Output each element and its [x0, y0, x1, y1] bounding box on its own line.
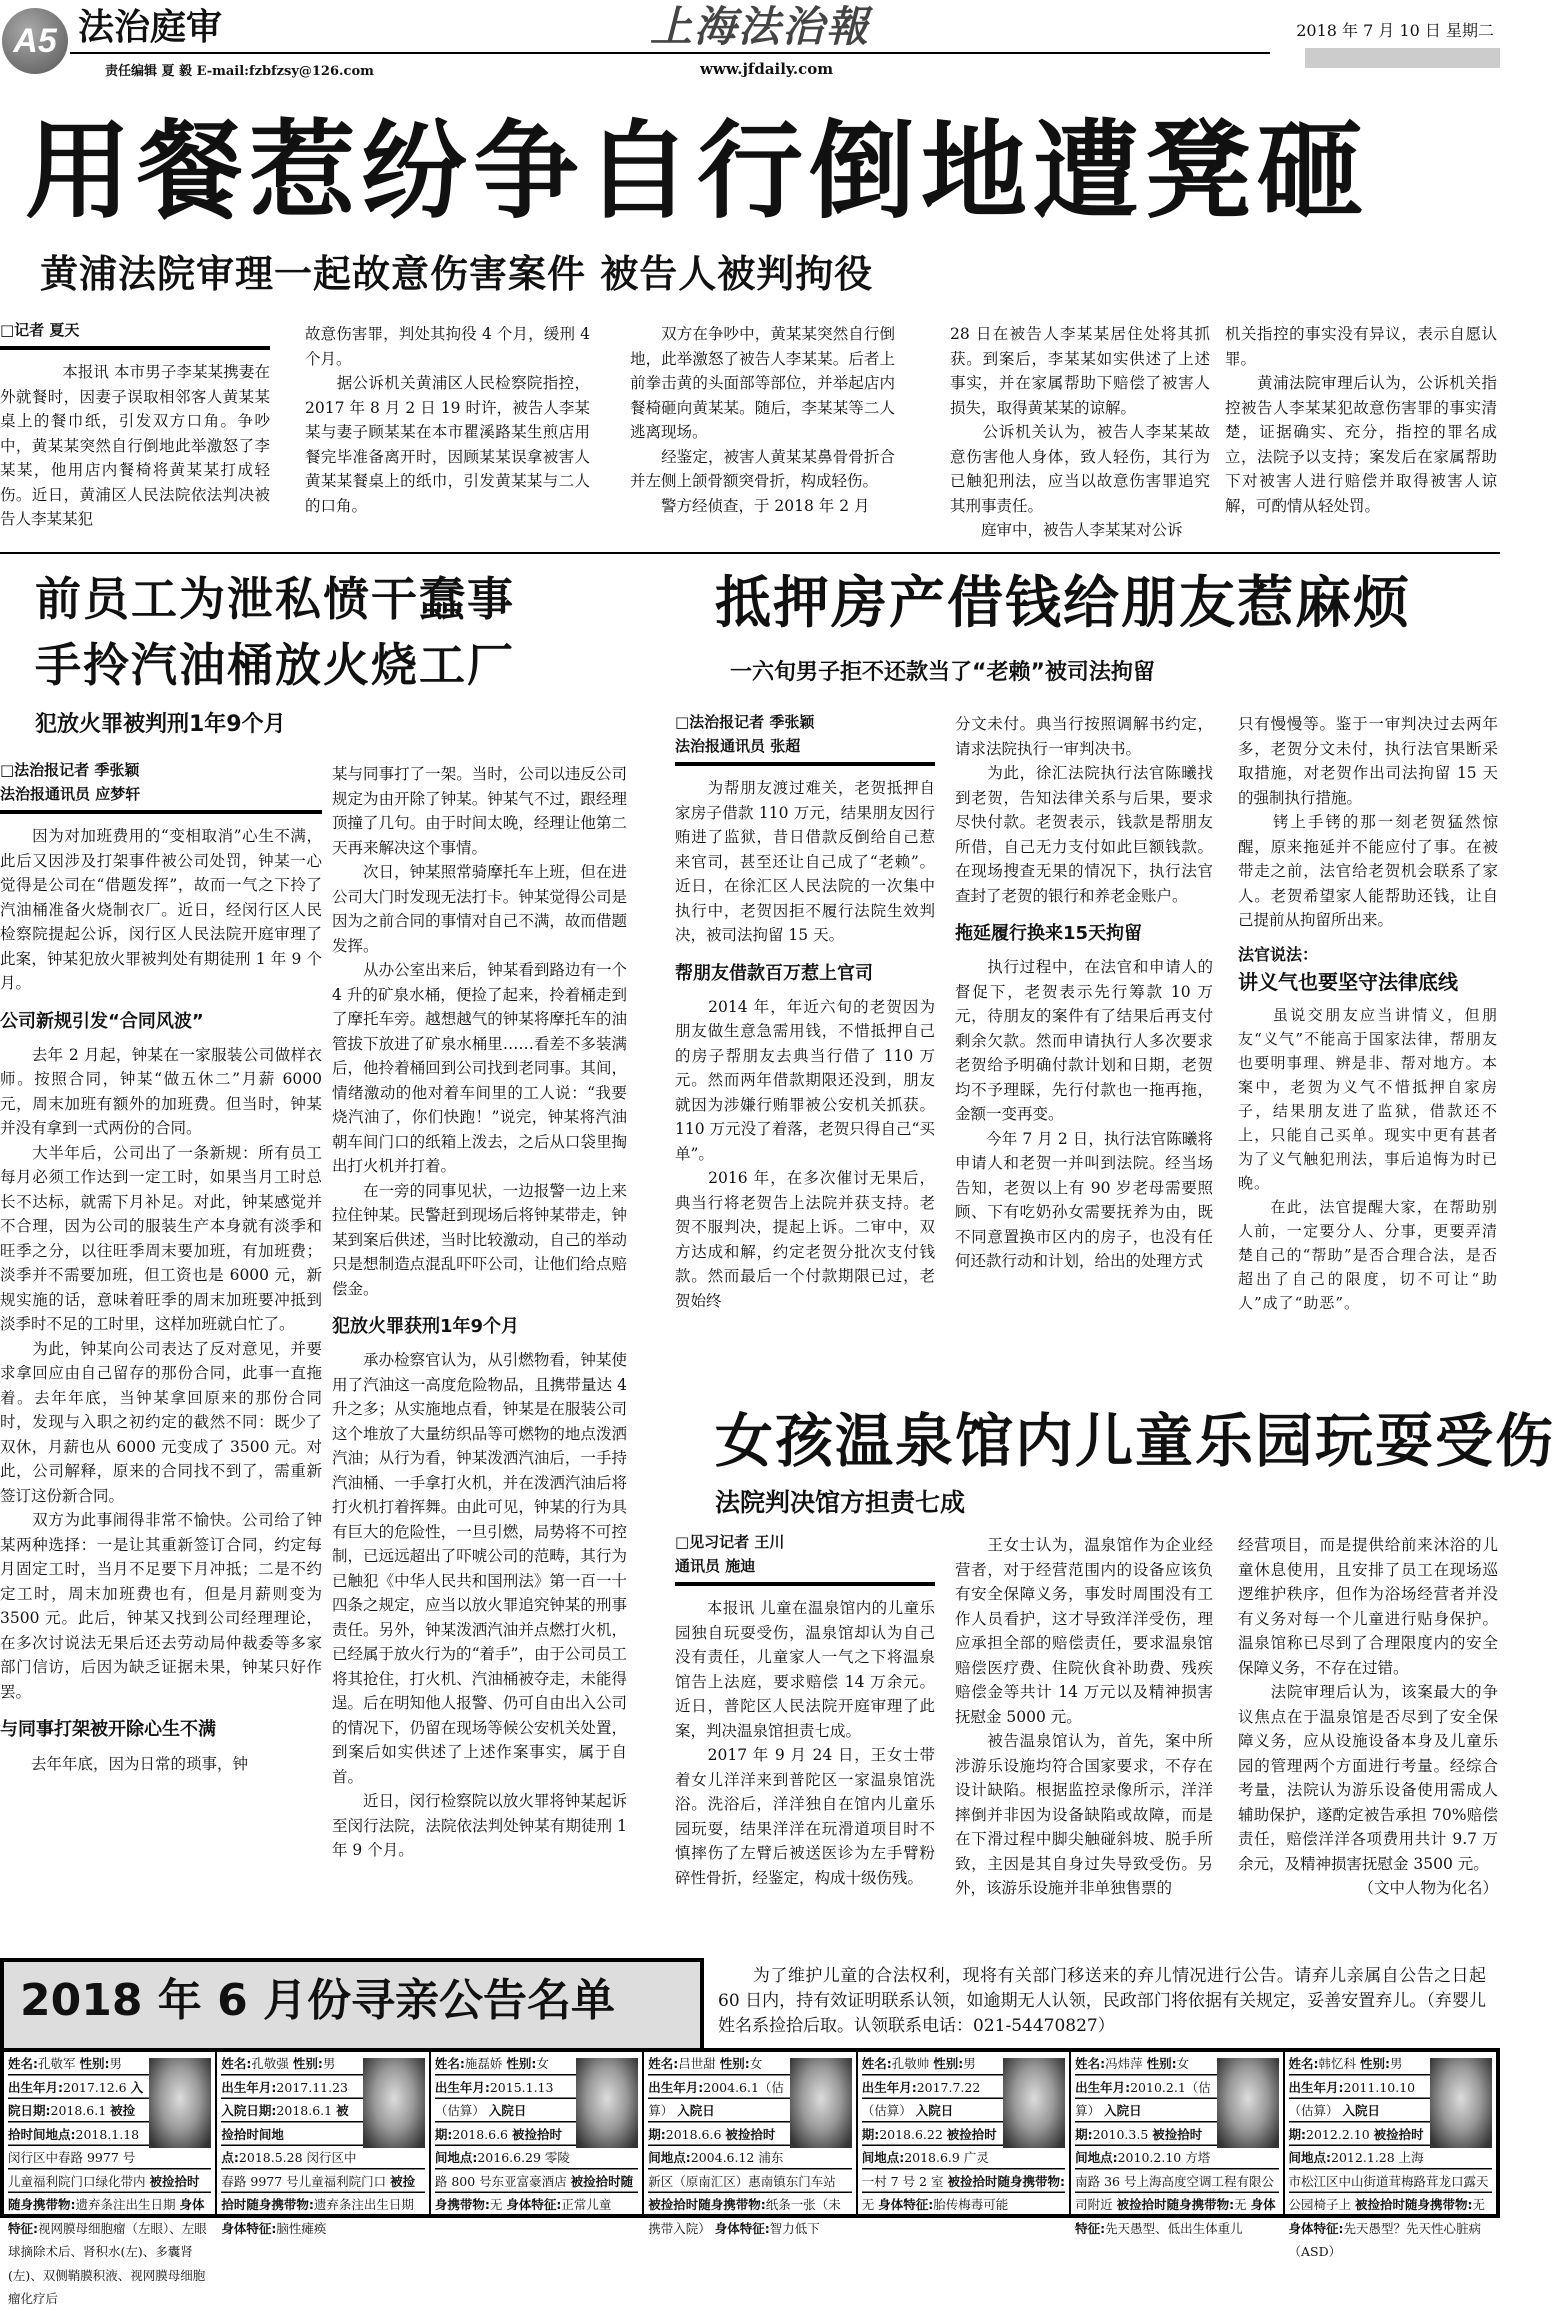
value-items: 纸条一张（未携带入院）	[648, 2197, 841, 2236]
label-birth: 出生年月:	[1075, 2079, 1131, 2095]
child-photo	[1430, 2058, 1492, 2148]
reporter: □法治报记者 季张颖	[675, 713, 815, 731]
child-card	[431, 2052, 644, 2214]
value-items: 无	[1234, 2197, 1247, 2212]
value-items: 遗弃条注出生日期	[313, 2197, 414, 2212]
label-name: 姓名:	[434, 2056, 465, 2071]
label-found: 被捡拾时间地点:	[648, 2126, 776, 2165]
byline	[675, 710, 935, 766]
article1-col-2	[305, 322, 590, 518]
article3-title: 抵押房产借钱给朋友惹麻烦	[715, 571, 1411, 636]
website-link[interactable]: www.jfdaily.com	[700, 60, 834, 78]
paragraph: 铐上手铐的那一刻老贺猛然惊醒，原来拖延并不能应付了事。在被带走之前，法官给老贺机会联系了家人。老贺希望家人能帮助还钱，让自己提前从拘留所出来。	[1238, 813, 1498, 929]
article3-col-3	[1238, 712, 1498, 1315]
label-items: 被捡拾时随身携带物:	[1116, 2197, 1235, 2212]
value-gender: 女	[536, 2056, 549, 2071]
article3-subhead: 一六旬男子拒不还款当了“老赖”被司法拘留	[730, 660, 1155, 685]
value-features: 先天愚型、低出生体重儿	[1105, 2220, 1243, 2236]
value-features: 正常儿童	[561, 2197, 612, 2212]
label-found: 被捡拾时间地点:	[861, 2126, 997, 2165]
main-headline: 用餐惹纷争自行倒地遭凳砸	[25, 110, 1369, 233]
article4-col-3	[1238, 1533, 1498, 1901]
header-gray-bar	[1305, 48, 1500, 68]
reporter: □见习记者 王川	[675, 1533, 785, 1551]
paragraph: 双方在争吵中，黄某某突然自行倒地，此举激怒了被告人李某某。后者上前拳击黄的头面部等部位，并举起店内餐椅砸向黄某某。随后，李某某等二人逃离现场。	[630, 325, 895, 441]
label-gender: 性别:	[719, 2056, 750, 2071]
label-features: 身体特征:	[8, 2197, 205, 2236]
label-birth: 出生年月:	[434, 2079, 490, 2095]
article2-title-line1: 前员工为泄私愤干蠢事	[35, 572, 515, 626]
paragraph: 本报讯 本市男子李某某携妻在外就餐时，因妻子误取相邻客人黄某某桌上的餐巾纸，引发双方口角。争吵中，黄某某突然自行倒地此举激怒了李某某，他用店内餐椅将黄某某打成轻伤。近日，黄浦区人民法院依法判决被告人李某某犯	[0, 363, 270, 528]
label-name: 姓名:	[1075, 2056, 1106, 2071]
value-birth: 2011.10.10（估算）	[1288, 2079, 1416, 2118]
main-subheadline: 黄浦法院审理一起故意伤害案件 被告人被判拘役	[40, 252, 874, 296]
paragraph: 机关指控的事实没有异议，表示自愿认罪。	[1225, 325, 1497, 368]
paragraph: 2016 年，在多次催讨无果后，典当行将老贺告上法院并获支持。老贺不服判决，提起上诉。二审中，双方达成和解，约定老贺分批次支付钱款。然而最后一个付款期限已过，老贺始终	[675, 1169, 935, 1310]
paragraph: 为帮朋友渡过难关，老贺抵押自家房子借款 110 万元，结果朋友因行贿进了监狱，昔日借款反倒给自己惹来官司，甚至还让自己成了“老赖”。近日，在徐汇区人民法院的一次集中执行中，老贺因拒不履行法院生效判决，被司法拘留 15 天。	[675, 779, 935, 944]
value-birth: 2017.7.22（估算）	[861, 2079, 981, 2118]
article3-col-1	[675, 710, 935, 1313]
label-found: 被捡拾时间地点:	[8, 2103, 136, 2142]
label-admit: 入院日期:	[648, 2103, 715, 2142]
value-items: 遗弃条注出生日期	[75, 2197, 176, 2212]
article3-col-2	[955, 712, 1213, 1274]
section-title: 法治庭审	[78, 7, 223, 48]
article4-title: 女孩温泉馆内儿童乐园玩耍受伤	[715, 1407, 1555, 1475]
paragraph: 本报讯 儿童在温泉馆内的儿童乐园独自玩耍受伤，温泉馆却认为自己没有责任，儿童家人一气之下将温泉馆告上法庭，要求赔偿 14 万余元。近日，普陀区人民法院开庭审理了此案，判决温泉馆担责七成。	[675, 1599, 935, 1740]
paragraph: 双方为此事闹得非常不愉快。公司给了钟某两种选择：一是让其重新签订合同，约定每月固定工时，当月不足要下月冲抵；二是不约定工时，周末加班费也有，但是月薪则变为 3500 元。此后，钟某又找到公司经理理论，在多次讨说法无果后还去劳动局仲裁委等多家部门信访，后因为缺乏证据未果，钟某只好作罢。	[0, 1511, 322, 1701]
section-subhead: 与同事打架被开除心生不满	[0, 1719, 216, 1741]
label-features: 身体特征:	[1075, 2197, 1276, 2236]
label-gender: 性别:	[1146, 2056, 1177, 2071]
label-gender: 性别:	[933, 2056, 964, 2071]
value-found: 2018.6.9 广灵一村 7 号 2 室	[861, 2150, 989, 2189]
paragraph: 次日，钟某照常骑摩托车上班，但在进公司大门时发现无法打卡。钟某觉得公司是因为之前合同的事情对自己不满，故而借题发挥。	[332, 863, 627, 955]
issue-date: 2018 年 7 月 10 日 星期二	[1296, 21, 1494, 40]
label-name: 姓名:	[861, 2056, 892, 2071]
section-subhead: 帮朋友借款百万惹上官司	[675, 962, 873, 984]
value-name: 施磊娇	[464, 2056, 503, 2071]
notice-text: 为了维护儿童的合法权利，现将有关部门移送来的弃儿情况进行公告。请弃儿亲属自公告之日起 60 日内，持有效证明联系认领，如逾期无人认领，民政部门将依据有关规定，妥善安置弃儿。（弃婴儿姓名系捡拾后取。认领联系电话：021-54470827）	[700, 1958, 1500, 2048]
section-subhead: 犯放火罪获刑1年9个月	[332, 1316, 520, 1337]
article2-col-2	[332, 762, 627, 1952]
value-found: 2012.1.28 上海市松江区中山街道茸梅路茸龙口露天公园椅子上	[1288, 2150, 1489, 2212]
value-features: 脑性瘫痪	[276, 2220, 327, 2236]
paragraph: 虽说交朋友应当讲情义，但朋友“义气”不能高于国家法律，帮朋友也要明事理、辨是非、帮对地方。本案中，老贺为义气不惜抵押自家房子，结果朋友进了监狱，借款还不上，只能自己买单。现实中更有甚者为了义气触犯刑法，事后追悔为时已晚。	[1238, 1006, 1498, 1193]
label-items: 被捡拾时随身携带物:	[434, 2173, 634, 2212]
page-number-badge: A5	[2, 8, 68, 74]
paragraph: 2014 年，年近六旬的老贺因为朋友做生意急需用钱，不惜抵押自己的房子帮朋友去典当行借了 110 万元。然而两年借款期限还没到，朋友就因为涉嫌行贿罪被公安机关抓获。110 万元没了着落，老贺只得自己“买单”。	[675, 997, 935, 1163]
value-features: 智力低下	[769, 2220, 820, 2236]
paragraph: 去年 2 月起，钟某在一家服装公司做样衣师。按照合同，钟某“做五休二”月薪 6000 元，周末加班有额外的加班费。但当时，钟某并没有拿到一式两份的合同。	[0, 1045, 322, 1138]
header-rule	[70, 52, 1270, 54]
label-admit: 入院日期:	[1288, 2103, 1381, 2142]
label-features: 身体特征:	[1288, 2220, 1344, 2236]
label-gender: 性别:	[79, 2056, 110, 2071]
byline	[675, 1530, 935, 1586]
paragraph: 法院审理后认为，该案最大的争议焦点在于温泉馆是否尽到了安全保障义务，应从设施设备本身及儿童乐园的管理两个方面进行考量。经综合考量，法院认为游乐设备使用需成人辅助保护，遂酌定被告承担 70%赔偿责任，赔偿洋洋各项费用共计 9.7 万余元，及精神损害抚慰金 3500 元。	[1238, 1683, 1498, 1873]
label-gender: 性别:	[506, 2056, 537, 2071]
label-gender: 性别:	[292, 2056, 323, 2071]
value-admit: 2018.6.6	[665, 2126, 722, 2142]
paragraph: 近日，闵行检察院以放火罪将钟某起诉至闵行法院，法院依法判处钟某有期徒刑 1 年 9 个月。	[332, 1792, 627, 1860]
value-found: 2018.1.18 闵行区中春路 9977 号儿童福利院门口绿化带内	[8, 2126, 146, 2189]
value-found: 2004.6.12 浦东新区（原南汇区）惠南镇东门车站	[648, 2150, 836, 2189]
paragraph: 经营项目，而是提供给前来沐浴的儿童休息使用，且安排了员工在现场巡逻维护秩序，但作为浴场经营者并没有义务对每一个儿童进行贴身保护。温泉馆称已尽到了合理限度内的安全保障义务，不存在过错。	[1238, 1536, 1498, 1677]
paragraph: 去年年底，因为日常的琐事，钟	[0, 1754, 249, 1773]
article1-col-3	[630, 322, 895, 518]
paragraph: 庭审中，被告人李某某对公诉	[950, 521, 1183, 539]
paragraph: 经鉴定，被害人黄某某鼻骨骨折合并左侧上颌骨额突骨折，构成轻伤。	[630, 447, 895, 490]
paragraph: 承办检察官认为，从引燃物看，钟某使用了汽油这一高度危险物品，且携带量达 4 升之多；从实施地点看，钟某是在服装公司这个堆放了大量纺织品等可燃物的地点泼洒汽油；从行为看，钟某泼洒汽油后，一手持汽油桶、一手拿打火机，并在泼洒汽油后将打火机打着挥舞。由此可见，钟某的行为具有巨大的危险性，一旦引燃，局势将不可控制，已远远超出了吓唬公司的范畴，其行为已触犯《中华人民共和国刑法》第一百一十四条之规定，应当以放火罪追究钟某的刑事责任。另外，钟某泼洒汽油并点燃打火机，已经属于放火行为的“着手”，由于公司员工将其抢住，打火机、汽油桶被夺走，未能得逞。后在明知他人报警、仍可自由出入公司的情况下，仍留在现场等候公安机关处置，到案后如实供述了上述作案事实，属于自首。	[332, 1351, 627, 1786]
article2-subhead: 犯放火罪被判刑1年9个月	[35, 712, 286, 737]
paragraph: 被告温泉馆认为，首先，案中所涉游乐设施均符合国家要求，不存在设计缺陷。根据监控录像所示，洋洋摔倒并非因为设备缺陷或故障，而是在下滑过程中脚尖触碰斜坡、脱手所致，主因是其自身过失导致受伤。另外，该游乐设施并非单独售票的	[955, 1732, 1213, 1897]
paragraph: 执行过程中，在法官和申请人的督促下，老贺表示先行筹款 10 万元，待朋友的案件有了结果后再支付剩余欠款。然而申请执行人多次要求老贺给予明确付款计划和日期，老贺均不予理睬，先行付款也一拖再拖，金额一变再变。	[955, 958, 1213, 1124]
child-photo	[576, 2058, 638, 2148]
child-photo	[1217, 2058, 1279, 2148]
label-birth: 出生年月:	[648, 2079, 704, 2095]
label-items: 被捡拾时随身携带物:	[947, 2173, 1065, 2189]
label-gender: 性别:	[1360, 2056, 1391, 2071]
label-admit: 入院日期:	[1075, 2103, 1142, 2142]
value-gender: 女	[1176, 2056, 1190, 2071]
correspondent: 法治报通讯员 张超	[675, 737, 801, 755]
paragraph: 因为对加班费用的“变相取消”心生不满，此后又因涉及打架事件被公司处罚，钟某一心觉得是公司在“借题发挥”，故而一气之下拎了汽油桶准备火烧制衣厂。近日，经闵行区人民检察院提起公诉，闵行区人民法院开庭审理了此案，钟某犯放火罪被判处有期徒刑 1 年 9 个月。	[0, 827, 322, 992]
reporter: □法治报记者 季张颖	[0, 761, 140, 779]
section-subhead: 公司新规引发“合同风波”	[0, 1010, 204, 1032]
paragraph: 28 日在被告人李某某居住处将其抓获。到案后，李某某如实供述了上述事实，并在家属帮助下赔偿了被害人损失，取得黄某某的谅解。	[950, 325, 1210, 417]
label-items: 被捡拾时随身携带物:	[221, 2173, 416, 2212]
value-gender: 男	[963, 2056, 976, 2071]
paragraph: 为此，徐汇法院执行法官陈曦找到老贺，告知法律关系与后果，要求尽快付款。老贺表示，钱款是帮朋友所借，自己无力支付如此巨额钱款。在现场搜查无果的情况下，执行法官查封了老贺的银行和养老金账户。	[955, 764, 1213, 905]
paragraph: 只有慢慢等。鉴于一审判决过去两年多，老贺分文未付，执行法官果断采取措施，对老贺作出司法拘留 15 天的强制执行措施。	[1238, 715, 1498, 807]
value-admit: 2012.2.10	[1306, 2126, 1370, 2142]
value-name: 孔敬强	[251, 2056, 289, 2071]
value-gender: 男	[109, 2056, 123, 2071]
correspondent: 法治报通讯员 应梦轩	[0, 785, 141, 803]
paragraph: 公诉机关认为，被告人李某某故意伤害他人身体，致人轻伤，其行为已触犯刑法，应当以故意伤害罪追究其刑事责任。	[950, 423, 1210, 515]
label-features: 身体特征:	[221, 2220, 277, 2236]
paragraph: 据公诉机关黄浦区人民检察院指控，2017 年 8 月 2 日 19 时许，被告人李某某与妻子顾某某在本市瞿溪路某生煎店用餐完毕准备离开时，因顾某某误拿被害人黄某某餐桌上的纸巾，引发黄某某与二人的口角。	[305, 374, 590, 515]
child-photo	[149, 2058, 211, 2148]
article2-title-line2: 手拎汽油桶放火烧工厂	[35, 638, 515, 692]
child-card	[1285, 2052, 1496, 2259]
value-gender: 女	[749, 2056, 763, 2071]
byline: □记者 夏天	[0, 318, 270, 350]
paragraph: 在此，法官提醒大家，在帮助别人前，一定要分人、分事，更要弄清楚自己的“帮助”是否合理合法，是否超出了自己的限度，切不可让“助人”成了“助恶”。	[1238, 1198, 1498, 1313]
paragraph: 王女士认为，温泉馆作为企业经营者，对于经营范围内的设备应该负有安全保障义务，事发时周围没有工作人员看护，这才导致洋洋受伤，理应承担全部的赔偿责任，要求温泉馆赔偿医疗费、住院伙食补助费、残疾赔偿金等共计 14 万元以及精神损害抚慰金 5000 元。	[955, 1536, 1213, 1726]
value-found: 2016.6.29 零陵路 800 号东亚富豪酒店	[434, 2150, 570, 2189]
value-admit: 2018.6.22	[879, 2126, 943, 2142]
label-admit: 入院日期:	[434, 2103, 527, 2142]
label-admit: 入院日期:	[8, 2079, 144, 2118]
label-birth: 出生年月:	[221, 2079, 277, 2095]
paragraph: 大半年后，公司出了一条新规：所有员工每月必须工作达到一定工时，如果当月工时总长不达标，就需下月补足。对此，钟某感觉并不合理，因为公司的服装生产本身就有淡季和旺季之分，以往旺季周末要加班，有加班费；淡季并不需要加班，但工资也是 6000 元，新规实施的话，意味着旺季的周末加班要冲抵到淡季时不足的工时里，这样加班就白忙了。	[0, 1143, 322, 1334]
article1-col-1	[0, 318, 270, 532]
section-subhead: 拖延履行换来15天拘留	[955, 923, 1143, 944]
paragraph: 从办公室出来后，钟某看到路边有一个 4 升的矿泉水桶，便捡了起来，拎着桶走到了摩托车旁。越想越气的钟某将摩托车的油管拔下放进了矿泉水桶里……看差不多装满后，他拎着桶回到公司找到老同事。其间，情绪激动的他对着车间里的工人说：“我要烧汽油了，你们快跑！”说完，钟某将汽油朝车间门口的纸箱上泼去，之后从口袋里掏出打火机并打着。	[332, 961, 627, 1175]
value-admit: 2018.6.1	[50, 2103, 107, 2118]
editor-line: 责任编辑 夏 毅 E-mail:fzbfzsy@126.com	[105, 64, 374, 79]
paragraph: 为此，钟某向公司表达了反对意见，并要求拿回应由自己留存的那份合同，此事一直拖着。去年年底，当钟某拿回原来的那份合同时，发现与入职之初约定的截然不同：既少了双休，月薪也从 6000 元变成了 3500 元。对此，公司解释，原来的合同找不到了，需重新签订这份新合同。	[0, 1339, 322, 1505]
value-found: 2010.2.10 方塔南路 36 号上海高度空调工程有限公司附近	[1075, 2150, 1274, 2212]
paragraph: 故意伤害罪，判处其拘役 4 个月，缓刑 4 个月。	[305, 325, 590, 368]
value-birth: 2010.2.1（估算）	[1075, 2079, 1211, 2118]
value-name: 冯炜萍	[1105, 2056, 1143, 2071]
judge-comment-body	[1238, 1003, 1498, 1315]
value-features: 先天愚型？先天性心脏病（ASD）	[1288, 2220, 1482, 2259]
value-admit: 2018.6.1	[276, 2103, 333, 2118]
value-name: 吕世甜	[678, 2056, 716, 2071]
value-name: 孔敬帅	[891, 2056, 930, 2071]
value-birth: 2017.12.6	[63, 2079, 127, 2095]
article1-col-4	[950, 322, 1210, 543]
label-items: 被捡拾时随身携带物:	[648, 2197, 766, 2212]
child-photo	[363, 2058, 425, 2148]
newspaper-masthead: 上海法治報	[650, 2, 871, 51]
value-gender: 男	[1390, 2056, 1403, 2071]
child-card	[644, 2052, 857, 2236]
article4-subhead: 法院判决馆方担责七成	[715, 1488, 966, 1517]
child-photo	[1003, 2058, 1065, 2148]
value-birth: 2017.11.23	[276, 2079, 348, 2095]
label-items: 被捡拾时随身携带物:	[8, 2173, 200, 2212]
child-card	[4, 2052, 217, 2306]
pseudonym-note: （文中人物为化名）	[1358, 1879, 1498, 1897]
child-card	[217, 2052, 430, 2236]
paragraph: 警方经侦查，于 2018 年 2 月	[630, 496, 870, 515]
label-name: 姓名:	[648, 2056, 679, 2071]
value-features: 胎传梅毒可能	[933, 2197, 1009, 2212]
label-found: 被捡拾时间地点:	[221, 2103, 349, 2165]
value-found: 2018.5.28 闵行区中春路 9977 号儿童福利院门口	[221, 2150, 387, 2189]
notice-title: 2018 年 6 月份寻亲公告名单	[20, 1975, 616, 2026]
judge-comment-label: 法官说法：	[1238, 944, 1319, 964]
byline	[0, 758, 322, 814]
value-birth: 2004.6.1（估算）	[648, 2079, 784, 2118]
value-items: 无	[1472, 2197, 1486, 2212]
article1-col-5	[1225, 322, 1497, 518]
value-items: 无	[489, 2197, 503, 2212]
label-features: 身体特征:	[714, 2220, 770, 2236]
value-gender: 男	[322, 2056, 336, 2071]
value-birth: 2015.1.13（估算）	[434, 2079, 554, 2118]
value-admit: 2018.6.6	[452, 2126, 509, 2142]
value-admit: 2010.3.5	[1092, 2126, 1149, 2142]
child-card	[858, 2052, 1071, 2214]
article2-col-1	[0, 758, 322, 1948]
paragraph: 分文未付。典当行按照调解书约定，请求法院执行一审判决书。	[955, 715, 1213, 758]
label-birth: 出生年月:	[861, 2079, 917, 2095]
label-items: 被捡拾时随身携带物:	[1355, 2197, 1473, 2212]
paragraph: 今年 7 月 2 日，执行法官陈曦将申请人和老贺一并叫到法院。经当场告知，老贺以上有 90 岁老母需要照顾、下有吃奶孙女需要抚养为由，既不同意置换市区内的房子，也没有任何还款行动和计划，给出的处理方式	[955, 1129, 1213, 1271]
article4-col-1	[675, 1530, 935, 1890]
child-list	[0, 2048, 1500, 2306]
value-name: 韩忆科	[1318, 2056, 1357, 2071]
label-birth: 出生年月:	[1288, 2079, 1344, 2095]
label-found: 被捡拾时间地点:	[434, 2126, 563, 2165]
label-birth: 出生年月:	[8, 2079, 63, 2095]
child-card	[1071, 2052, 1284, 2236]
value-items: 无	[861, 2197, 875, 2212]
paragraph: 2017 年 9 月 24 日，王女士带着女儿洋洋来到普陀区一家温泉馆洗浴。洗浴后，洋洋独自在馆内儿童乐园玩耍，结果洋洋在玩滑道项目时不慎摔伤了左臂后被送医诊为左手臂粉碎性骨折，经鉴定，构成十级伤残。	[675, 1746, 935, 1887]
label-features: 身体特征:	[878, 2197, 934, 2212]
value-features: 视网膜母细胞瘤（左眼）、左眼球摘除术后、肾积水(左)、多囊肾(左)、双侧鞘膜积液、视网膜母细胞瘤化疗后	[8, 2220, 207, 2306]
label-found: 被捡拾时间地点:	[1075, 2126, 1203, 2165]
label-admit: 入院日期:	[221, 2103, 277, 2118]
label-name: 姓名:	[1288, 2056, 1319, 2071]
value-name: 孔敬军	[38, 2056, 76, 2071]
section-divider	[0, 552, 1500, 554]
correspondent: 通讯员 施迪	[675, 1557, 756, 1575]
paragraph: 在一旁的同事见状，一边报警一边上来拉住钟某。民警赶到现场后将钟某带走，钟某到案后供述，当时比较激动，自己的举动只是想制造点混乱吓吓公司，让他们给点赔偿金。	[332, 1181, 627, 1298]
child-photo	[790, 2058, 852, 2148]
label-name: 姓名:	[8, 2056, 38, 2071]
label-name: 姓名:	[221, 2056, 252, 2071]
paragraph: 某与同事打了一架。当时，公司以违反公司规定为由开除了钟某。钟某气不过，跟经理顶撞了几句。由于时间太晚，经理让他第二天再来解决这个事情。	[332, 765, 627, 857]
article4-col-2	[955, 1533, 1213, 1901]
label-found: 被捡拾时间地点:	[1288, 2126, 1424, 2165]
label-features: 身体特征:	[506, 2197, 562, 2212]
judge-comment-title: 讲义气也要坚守法律底线	[1238, 970, 1458, 995]
label-admit: 入院日期:	[861, 2103, 954, 2142]
paragraph: 黄浦法院审理后认为，公诉机关指控被告人李某某犯故意伤害罪的事实清楚，证据确实、充分，指控的罪名成立，法院予以支持；案发后在家属帮助下对被害人进行赔偿并取得被害人谅解，可酌情从轻处罚。	[1225, 374, 1497, 515]
